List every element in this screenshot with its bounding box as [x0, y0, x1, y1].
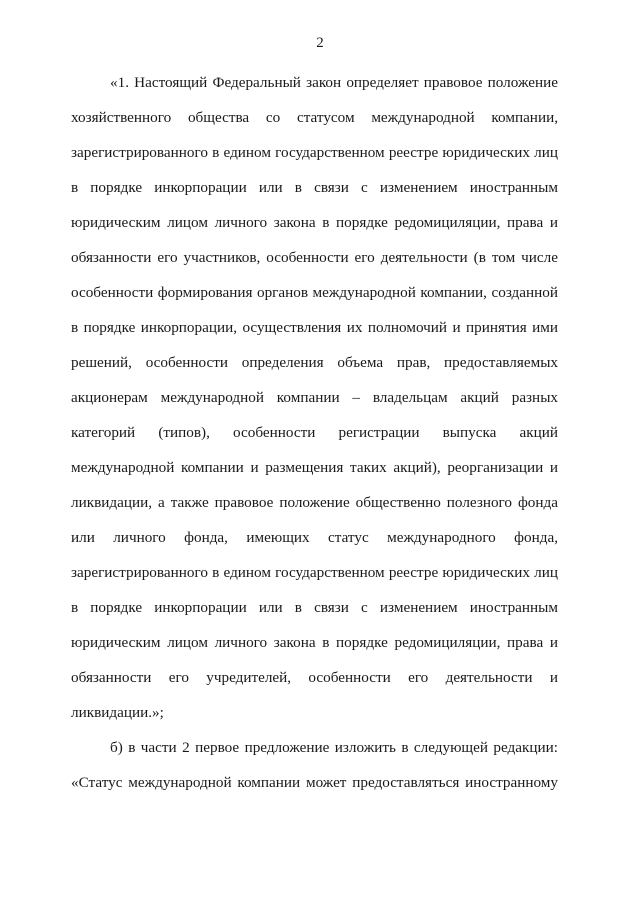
text-line: решений, особенности определения объема прав, предоставляемых — [71, 354, 558, 371]
text-line: обязанности его учредителей, особенности его деятельности и — [71, 669, 558, 686]
text-line: в порядке инкорпорации или в связи с изменением иностранным — [71, 179, 558, 196]
text-line: хозяйственного общества со статусом международной компании, — [71, 109, 558, 126]
text-line: акционерам международной компании – владельцам акций разных — [71, 389, 558, 406]
text-line: международной компании и размещения таких акций), реорганизации и — [71, 459, 558, 476]
text-line: обязанности его участников, особенности его деятельности (в том числе — [71, 249, 558, 266]
text-line: «Статус международной компании может предоставляться иностранному — [71, 774, 558, 791]
text-line: или личного фонда, имеющих статус международного фонда, — [71, 529, 558, 546]
text-line: юридическим лицом личного закона в порядке редомициляции, права и — [71, 634, 558, 651]
text-line: юридическим лицом личного закона в порядке редомициляции, права и — [71, 214, 558, 231]
text-line: «1. Настоящий Федеральный закон определяет правовое положение — [110, 74, 558, 91]
text-line: ликвидации.»; — [71, 704, 164, 721]
text-line: б) в части 2 первое предложение изложить в следующей редакции: — [110, 739, 558, 756]
text-line: в порядке инкорпорации или в связи с изменением иностранным — [71, 599, 558, 616]
text-line: ликвидации, а также правовое положение общественно полезного фонда — [71, 494, 558, 511]
page-number: 2 — [316, 35, 324, 51]
text-line: зарегистрированного в едином государственном реестре юридических лиц — [71, 144, 558, 161]
text-line: особенности формирования органов международной компании, созданной — [71, 284, 558, 301]
text-line: зарегистрированного в едином государственном реестре юридических лиц — [71, 564, 558, 581]
text-line: категорий (типов), особенности регистрации выпуска акций — [71, 424, 558, 441]
text-line: в порядке инкорпорации, осуществления их полномочий и принятия ими — [71, 319, 558, 336]
